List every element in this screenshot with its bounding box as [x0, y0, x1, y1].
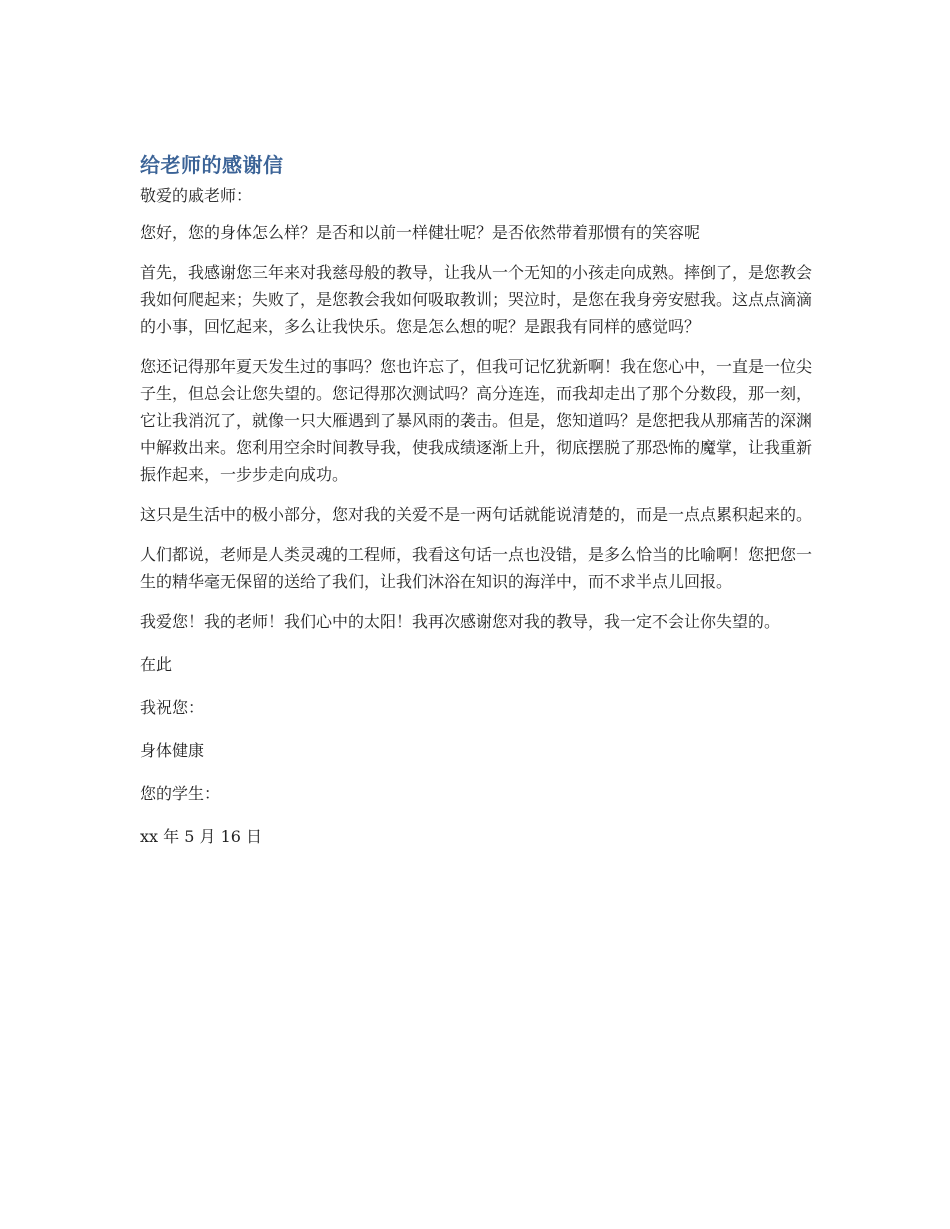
closing-wish: 我祝您：	[140, 698, 205, 717]
letter-title: 给老师的感谢信	[140, 153, 284, 177]
salutation: 敬爱的戚老师：	[140, 186, 253, 205]
paragraph-care: 这只是生活中的极小部分，您对我的关爱不是一两句话就能说清楚的，而是一点点累积起来的。	[140, 505, 813, 524]
paragraph-gratitude: 首先，我感谢您三年来对我慈母般的教导，让我从一个无知的小孩走向成熟。摔倒了，是您教会我如何爬起来；失败了，是您教会我如何吸取教训；哭泣时，是您在我身旁安慰我。这点点滴滴的小事，回忆起来，多么让我快乐。您是怎么想的呢？是跟我有同样的感觉吗？	[140, 263, 813, 336]
paragraph-memory: 您还记得那年夏天发生过的事吗？您也许忘了，但我可记忆犹新啊！我在您心中，一直是一位尖子生，但总会让您失望的。您记得那次测试吗？高分连连，而我却走出了那个分数段，那一刻，它让我消沉了，就像一只大雁遇到了暴风雨的袭击。但是，您知道吗？是您把我从那痛苦的深渊中解救出来。您利用空余时间教导我，使我成绩逐渐上升，彻底摆脱了那恐怖的魔掌，让我重新振作起来，一步步走向成功。	[140, 357, 813, 484]
signature: 您的学生：	[140, 784, 221, 803]
closing-here: 在此	[140, 655, 173, 674]
paragraph-greeting: 您好，您的身体怎么样？是否和以前一样健壮呢？是否依然带着那惯有的笑容呢	[140, 223, 701, 242]
letter-body	[140, 150, 812, 850]
paragraph-praise: 人们都说，老师是人类灵魂的工程师，我看这句话一点也没错，是多么恰当的比喻啊！您把您一生的精华毫无保留的送给了我们，让我们沐浴在知识的海洋中，而不求半点儿回报。	[140, 545, 813, 591]
paragraph-love: 我爱您！我的老师！我们心中的太阳！我再次感谢您对我的教导，我一定不会让你失望的。	[140, 612, 781, 631]
letter-date: xx 年 5 月 16 日	[140, 827, 263, 846]
closing-health: 身体健康	[140, 741, 205, 760]
